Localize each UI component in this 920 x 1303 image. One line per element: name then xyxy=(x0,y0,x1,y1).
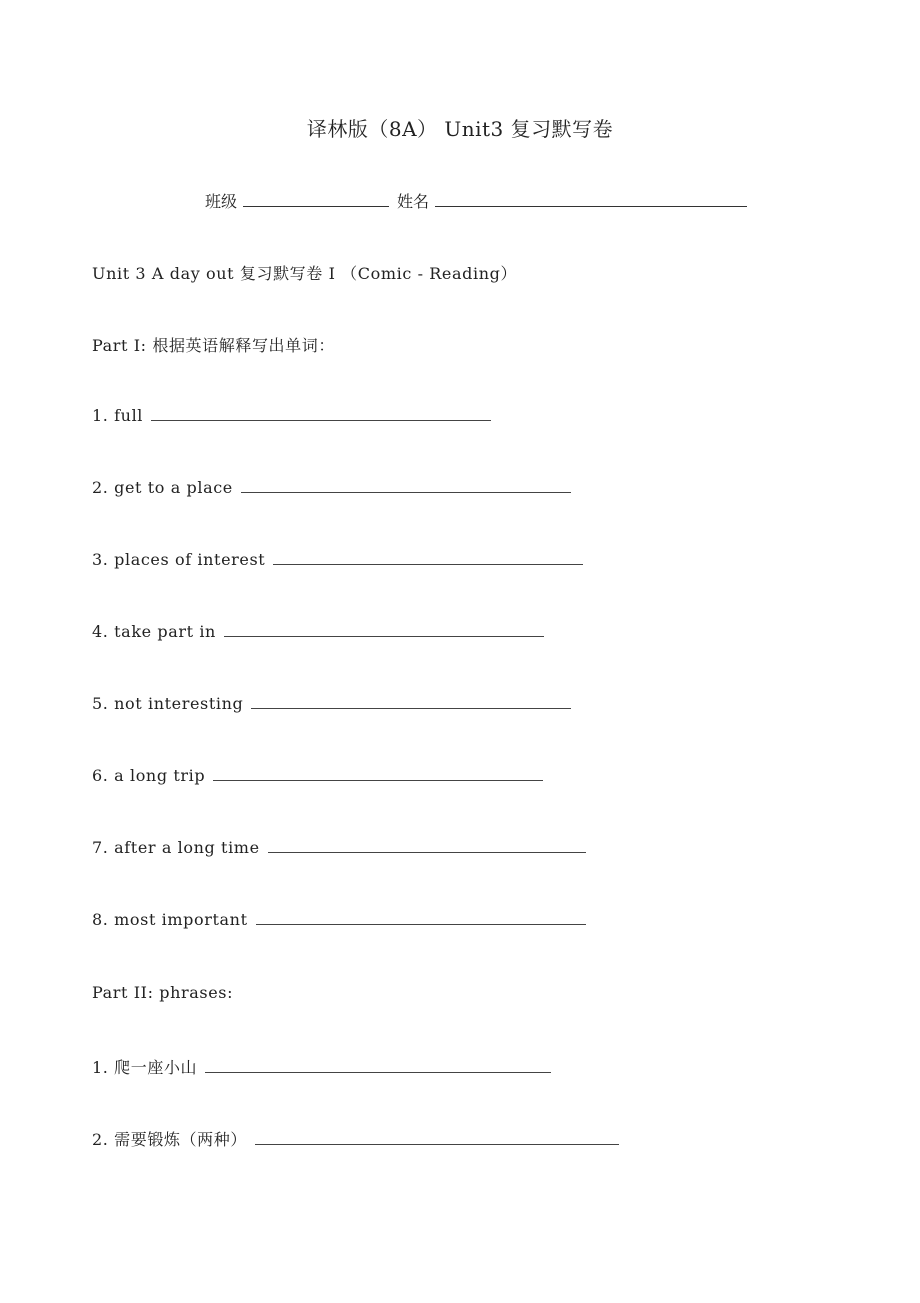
answer-blank[interactable] xyxy=(151,406,491,421)
item-prompt: 6. a long trip xyxy=(92,766,206,785)
answer-blank[interactable] xyxy=(255,1130,619,1145)
part1-item xyxy=(92,406,491,425)
page-title: 译林版（8A） Unit3 复习默写卷 xyxy=(306,117,614,141)
class-label: 班级 xyxy=(205,192,238,211)
item-prompt: 4. take part in xyxy=(92,622,216,641)
item-prompt: 1. full xyxy=(92,406,144,425)
item-prompt: 7. after a long time xyxy=(92,838,260,857)
part1-item xyxy=(92,622,544,641)
student-info-row xyxy=(205,189,755,212)
name-blank[interactable] xyxy=(435,192,747,207)
name-label: 姓名 xyxy=(397,192,430,211)
part1-item xyxy=(92,838,586,857)
item-prompt: 5. not interesting xyxy=(92,694,244,713)
answer-blank[interactable] xyxy=(205,1058,551,1073)
class-blank[interactable] xyxy=(243,192,389,207)
part2-item xyxy=(92,1127,619,1150)
answer-blank[interactable] xyxy=(251,694,571,709)
item-prompt: 2. 需要锻炼（两种） xyxy=(92,1130,247,1149)
part1-heading: Part I: 根据英语解释写出单词： xyxy=(92,336,335,355)
part1-item xyxy=(92,694,571,713)
answer-blank[interactable] xyxy=(224,622,544,637)
part1-item xyxy=(92,478,571,497)
item-prompt: 3. places of interest xyxy=(92,550,266,569)
item-prompt: 2. get to a place xyxy=(92,478,233,497)
part1-item xyxy=(92,550,583,569)
section-heading: Unit 3 A day out 复习默写卷 I （Comic - Reading） xyxy=(92,264,518,283)
item-prompt: 8. most important xyxy=(92,910,248,929)
answer-blank[interactable] xyxy=(268,838,586,853)
answer-blank[interactable] xyxy=(213,766,543,781)
answer-blank[interactable] xyxy=(241,478,571,493)
answer-blank[interactable] xyxy=(256,910,586,925)
part2-heading: Part II: phrases: xyxy=(92,983,234,1002)
answer-blank[interactable] xyxy=(273,550,583,565)
part1-item xyxy=(92,766,543,785)
item-prompt: 1. 爬一座小山 xyxy=(92,1058,198,1077)
part1-item xyxy=(92,910,586,929)
part2-item xyxy=(92,1055,551,1078)
